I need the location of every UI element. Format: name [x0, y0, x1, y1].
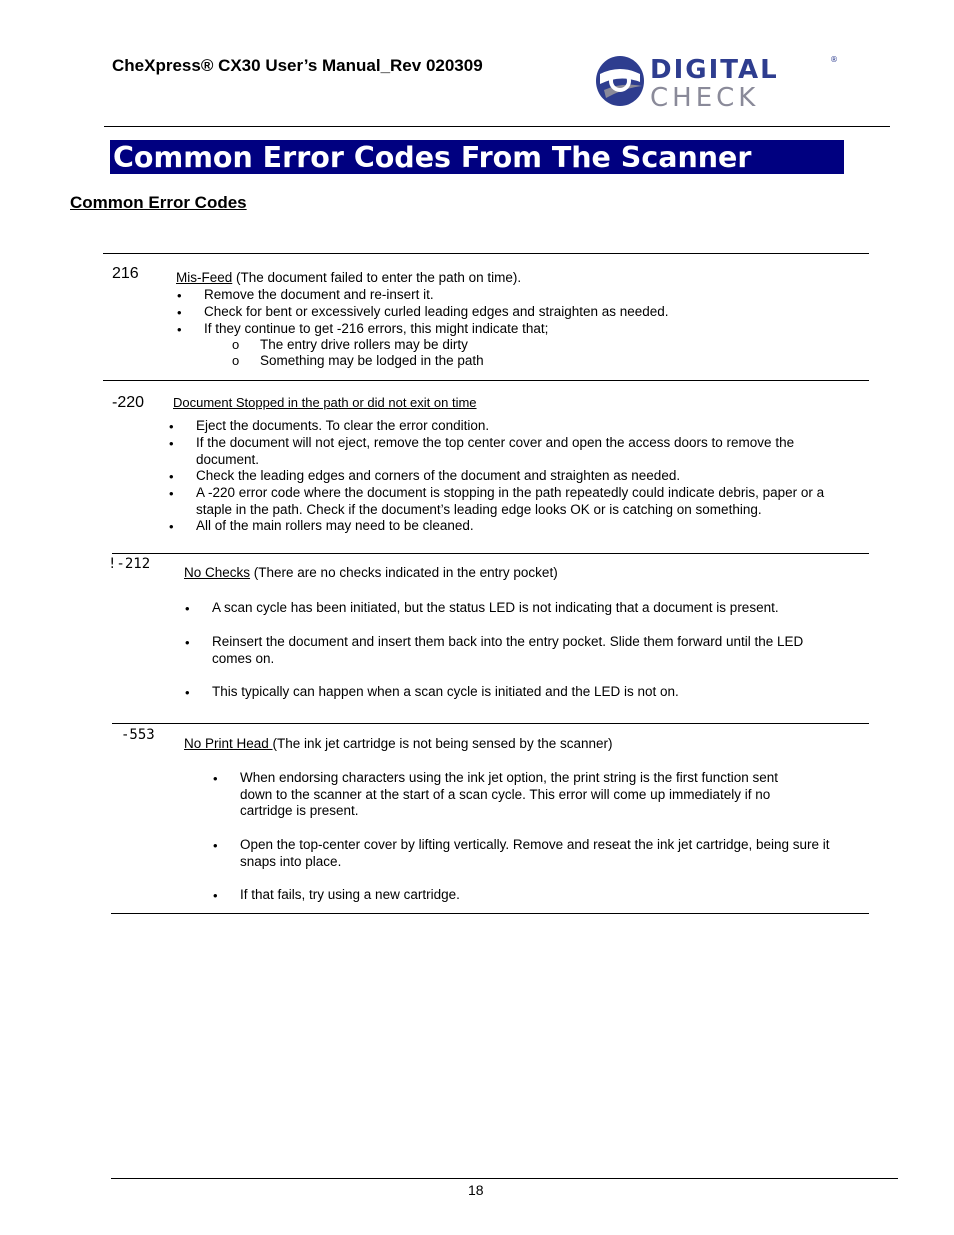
bullet-icon: • [185, 635, 190, 650]
error-heading [184, 565, 558, 582]
footer-divider [111, 1178, 898, 1179]
list-item: Remove the document and re-insert it. [204, 287, 434, 302]
error-code: !-212 [108, 556, 151, 572]
table-divider [112, 723, 869, 724]
logo-registered-mark: ® [830, 55, 838, 64]
sub-list-item: Something may be lodged in the path [260, 353, 484, 368]
bullet-icon: • [169, 419, 174, 434]
error-description: (There are no checks indicated in the entry pocket) [250, 565, 558, 580]
bullet-icon: • [213, 888, 218, 903]
bullet-icon: • [177, 288, 182, 303]
error-title: Document Stopped in the path or did not exit on time [173, 395, 477, 410]
error-description: (The ink jet cartridge is not being sensed by the scanner) [272, 736, 613, 751]
list-item: All of the main rollers may need to be cleaned. [196, 518, 474, 533]
list-item: Open the top-center cover by lifting vertically. Remove and reseat the ink jet cartridge, being sure it snaps into place. [240, 837, 830, 869]
error-title: Mis-Feed [176, 270, 233, 285]
list-item: If they continue to get -216 errors, this might indicate that; [204, 321, 549, 336]
bullet-icon: • [185, 685, 190, 700]
list-item: If the document will not eject, remove the top center cover and open the access doors to remove the document. [196, 435, 795, 467]
error-description: (The document failed to enter the path on time). [232, 270, 522, 285]
logo-top-word: DIGITAL [650, 55, 779, 85]
bullet-icon: • [213, 838, 218, 853]
section-heading: Common Error Codes [70, 193, 247, 212]
bullet-icon: • [185, 601, 190, 616]
error-code: -553 [121, 727, 155, 743]
page-number: 18 [468, 1182, 484, 1198]
banner-title: Common Error Codes From The Scanner [113, 141, 752, 174]
bullet-icon: • [169, 436, 174, 451]
bullet-icon: • [177, 322, 182, 337]
circle-bullet-icon: o [232, 353, 240, 368]
bullet-icon: • [169, 469, 174, 484]
header-divider [104, 126, 890, 127]
error-title: No Print Head [184, 736, 273, 751]
bullet-icon: • [213, 771, 218, 786]
error-code: 216 [112, 265, 139, 282]
bullet-icon: • [177, 305, 182, 320]
error-code: -220 [112, 394, 145, 411]
error-heading [184, 736, 612, 753]
list-item: When endorsing characters using the ink jet option, the print string is the first function sent down to the scanner at the start of a scan cycle. This error will come up immediately if no cartridge is present. [240, 770, 779, 819]
section-banner [110, 140, 844, 174]
list-item: This typically can happen when a scan cycle is initiated and the LED is not on. [212, 684, 679, 699]
bullet-icon: • [169, 519, 174, 534]
list-item: If that fails, try using a new cartridge. [240, 887, 460, 902]
logo-bottom-word: CHECK [650, 83, 760, 110]
circle-bullet-icon: o [232, 337, 240, 352]
list-item: Eject the documents. To clear the error condition. [196, 418, 490, 433]
table-divider [111, 913, 869, 914]
list-item: Check the leading edges and corners of the document and straighten as needed. [196, 468, 681, 483]
list-item: A -220 error code where the document is stopping in the path repeatedly could indicate debris, paper or a staple in the path. Check if the document’s leading edge looks OK or is catching on something. [196, 485, 825, 517]
error-heading [176, 270, 521, 287]
table-divider [103, 380, 869, 381]
document-title: CheXpress® CX30 User’s Manual_Rev 020309 [112, 56, 483, 75]
list-item: Reinsert the document and insert them back into the entry pocket. Slide them forward until the LED comes on. [212, 634, 804, 666]
table-divider [103, 253, 869, 254]
table-divider [112, 553, 869, 554]
list-item: A scan cycle has been initiated, but the status LED is not indicating that a document is present. [212, 600, 779, 615]
error-title: No Checks [184, 565, 251, 580]
sub-list-item: The entry drive rollers may be dirty [260, 337, 468, 352]
digital-check-logo [594, 52, 840, 110]
list-item: Check for bent or excessively curled leading edges and straighten as needed. [204, 304, 669, 319]
bullet-icon: • [169, 486, 174, 501]
